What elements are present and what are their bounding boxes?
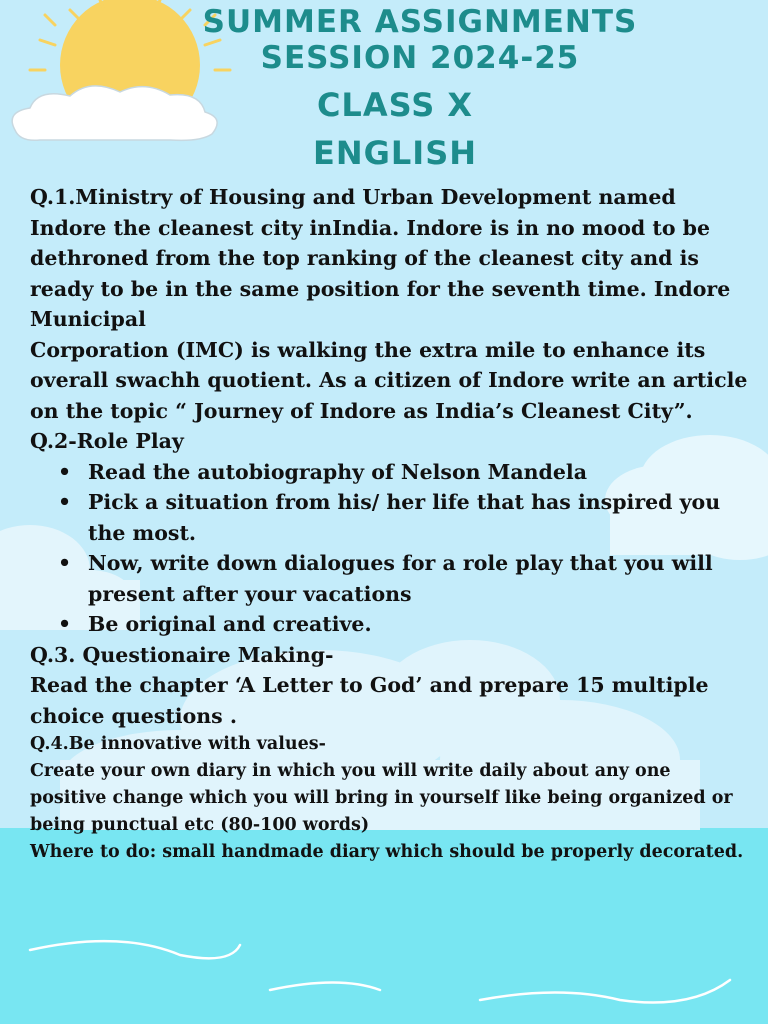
q4-where: Where to do: small handmade diary which should be properly decorated. <box>30 842 744 862</box>
q1-text-part1: Q.1.Ministry of Housing and Urban Development named Indore the cleanest city inIndia. Indore is in no mood to be dethroned from the top ranking of the cleanest city and is ready to be in the same position for the seventh time. Indore Municipal <box>30 185 731 331</box>
q2-bullet-list <box>30 457 750 640</box>
q3-text: Read the chapter ‘A Letter to God’ and prepare 15 multiple choice questions . <box>30 673 709 728</box>
list-item: • Pick a situation from his/ her life that has inspired you the most. <box>80 487 750 548</box>
assignment-content <box>30 182 750 866</box>
q4-title: Q.4.Be innovative with values- <box>30 734 326 754</box>
title-line-2: SESSION 2024-25 <box>260 40 580 76</box>
subject-heading: ENGLISH <box>312 134 478 172</box>
q1-text-part2: Corporation (IMC) is walking the extra mile to enhance its overall swachh quotient. As a citizen of Indore write an article on the topic “ Journey of Indore as India’s Cleanest City”. <box>30 337 748 423</box>
list-item: • Be original and creative. <box>80 609 750 640</box>
q4-text: Create your own diary in which you will write daily about any one positive change which you will bring in yourself like being organized or being punctual etc (80-100 words) <box>30 761 733 835</box>
list-item: • Now, write down dialogues for a role play that you will present after your vacations <box>80 548 750 609</box>
class-heading: CLASS X <box>316 86 474 124</box>
title-line-1: SUMMER ASSIGNMENTS <box>202 4 638 40</box>
q3-title: Q.3. Questionaire Making- <box>30 642 334 667</box>
list-item: • Read the autobiography of Nelson Mandela <box>80 457 750 488</box>
q2-title: Q.2-Role Play <box>30 429 184 453</box>
